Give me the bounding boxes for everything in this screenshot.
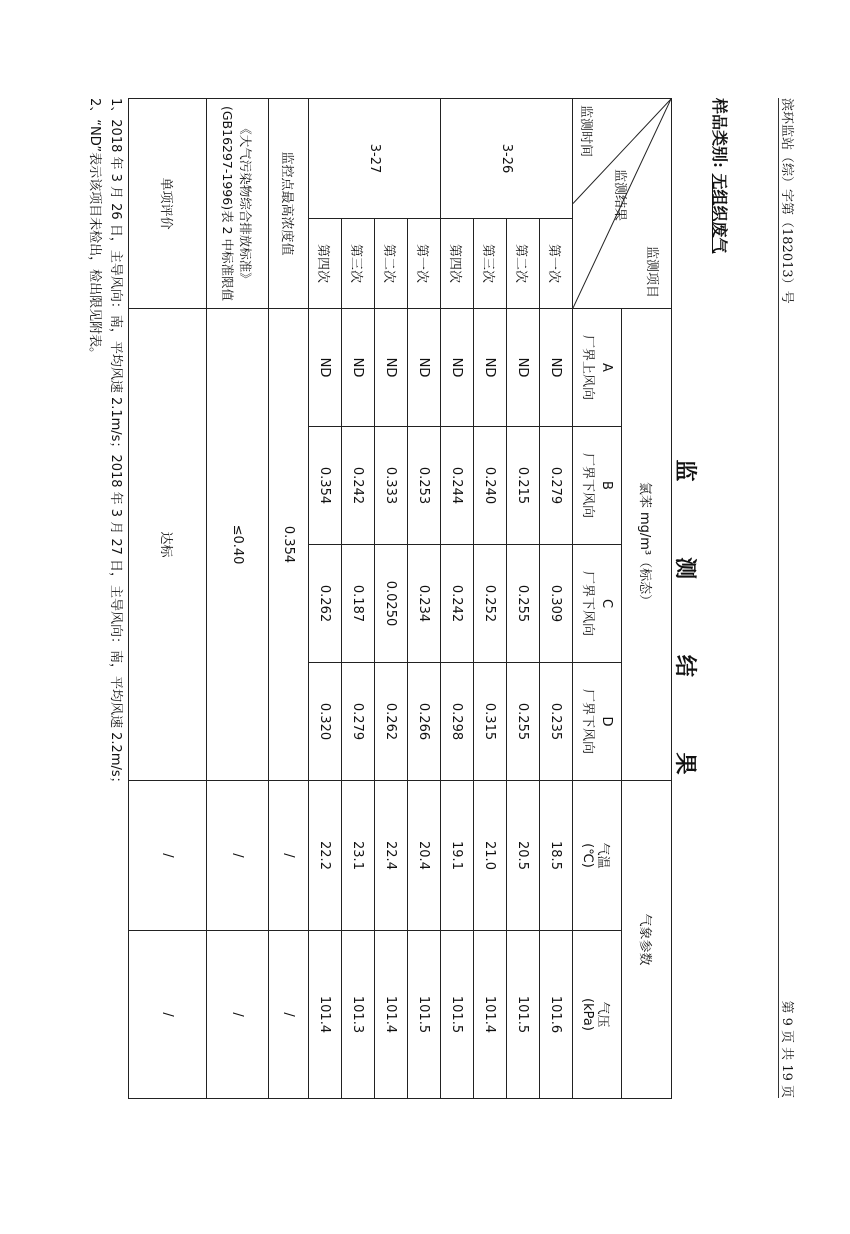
- pressure-value: 101.5: [408, 931, 441, 1099]
- value-a: ND: [309, 309, 342, 427]
- freq-cell: 第四次: [441, 219, 474, 309]
- point-header-d: [573, 663, 623, 781]
- note-2: 2、“ND”表示该项目未检出，检出限见附表。: [87, 98, 102, 361]
- pressure-value: 101.6: [540, 931, 573, 1099]
- standard-row: [207, 99, 269, 1099]
- eval-label: 单项评价: [129, 99, 207, 309]
- max-temp: /: [269, 781, 309, 931]
- point-code-c: C: [599, 598, 615, 609]
- eval-row: [129, 99, 207, 1099]
- table-row: [408, 99, 441, 1099]
- value-d: 0.262: [375, 663, 408, 781]
- weather-header: 气象参数: [622, 781, 672, 1099]
- pressure-value: 101.4: [309, 931, 342, 1099]
- value-d: 0.279: [342, 663, 375, 781]
- date-cell: 3-27: [309, 99, 441, 219]
- freq-cell: 第一次: [540, 219, 573, 309]
- value-a: ND: [342, 309, 375, 427]
- value-c: 0.242: [441, 545, 474, 663]
- temp-value: 19.1: [441, 781, 474, 931]
- value-c: 0.309: [540, 545, 573, 663]
- temp-header-unit: (℃): [580, 843, 596, 868]
- standard-press: /: [207, 931, 269, 1099]
- point-header-b: [573, 427, 623, 545]
- max-label: 监控点最高浓度值: [269, 99, 309, 309]
- temp-value: 23.1: [342, 781, 375, 931]
- value-c: 0.255: [507, 545, 540, 663]
- point-desc-a: 厂界上风向: [580, 334, 596, 400]
- value-a: ND: [540, 309, 573, 427]
- table-row: [507, 99, 540, 1099]
- value-b: 0.240: [474, 427, 507, 545]
- value-b: 0.333: [375, 427, 408, 545]
- pressure-header-name: 气压: [595, 1001, 611, 1028]
- diag-result-label: 监测结果: [612, 169, 627, 222]
- point-header-c: [573, 545, 623, 663]
- value-d: 0.255: [507, 663, 540, 781]
- value-a: ND: [474, 309, 507, 427]
- freq-cell: 第一次: [408, 219, 441, 309]
- standard-label: [207, 99, 269, 309]
- freq-cell: 第四次: [309, 219, 342, 309]
- freq-cell: 第三次: [474, 219, 507, 309]
- date-cell: 3-26: [441, 99, 573, 219]
- value-b: 0.242: [342, 427, 375, 545]
- doc-number: 滨环监站（综）字第（182013）号: [779, 98, 794, 304]
- pressure-value: 101.5: [441, 931, 474, 1099]
- eval-temp: /: [129, 781, 207, 931]
- notes: [84, 98, 126, 790]
- point-code-d: D: [599, 716, 615, 727]
- pollutant-header: 氯苯 mg/m³（标态）: [622, 309, 672, 781]
- temp-header-name: 气温: [595, 842, 611, 869]
- diag-item-label: 监测项目: [644, 245, 659, 298]
- temp-value: 21.0: [474, 781, 507, 931]
- value-d: 0.315: [474, 663, 507, 781]
- value-c: 0.187: [342, 545, 375, 663]
- pressure-value: 101.5: [507, 931, 540, 1099]
- results-table: [128, 98, 672, 1099]
- sample-type-value: 无组织废气: [710, 173, 729, 254]
- value-b: 0.354: [309, 427, 342, 545]
- max-row: [269, 99, 309, 1099]
- diag-time-label: 监测时间: [578, 105, 593, 158]
- pressure-value: 101.3: [342, 931, 375, 1099]
- standard-code: (GB16297-1996)表 2 中标准限值: [220, 105, 236, 301]
- value-a: ND: [408, 309, 441, 427]
- max-value: 0.354: [269, 309, 309, 781]
- value-c: 0.0250: [375, 545, 408, 663]
- value-b: 0.244: [441, 427, 474, 545]
- table-row: [474, 99, 507, 1099]
- value-b: 0.279: [540, 427, 573, 545]
- point-code-a: A: [599, 363, 615, 372]
- eval-value: 达标: [129, 309, 207, 781]
- page-info: 第 9 页 共 19 页: [779, 1000, 794, 1098]
- sample-type: [709, 98, 732, 254]
- point-desc-b: 厂界下风向: [580, 452, 596, 518]
- temp-value: 20.4: [408, 781, 441, 931]
- standard-name: 《大气污染物综合排放标准》: [238, 122, 254, 285]
- note-1: 1、2018 年 3 月 26 日，主导风向：南，平均风速 2.1m/s；2018 年 3 月 27 日，主导风向：南，平均风速 2.2m/s；: [108, 98, 123, 790]
- point-desc-c: 厂界下风向: [580, 570, 596, 636]
- freq-cell: 第二次: [375, 219, 408, 309]
- value-d: 0.298: [441, 663, 474, 781]
- page-title: 监 测 结 果: [672, 459, 698, 809]
- freq-cell: 第三次: [342, 219, 375, 309]
- value-d: 0.266: [408, 663, 441, 781]
- max-press: /: [269, 931, 309, 1099]
- page-header: [778, 98, 798, 1098]
- pressure-header: [573, 931, 623, 1099]
- value-a: ND: [507, 309, 540, 427]
- table-row: [309, 99, 342, 1099]
- sample-type-label: 样品类别:: [710, 98, 729, 168]
- table-row: [540, 99, 573, 1099]
- temp-value: 22.4: [375, 781, 408, 931]
- value-c: 0.262: [309, 545, 342, 663]
- point-code-b: B: [599, 481, 615, 490]
- value-b: 0.215: [507, 427, 540, 545]
- standard-value: ≤0.40: [207, 309, 269, 781]
- point-desc-d: 厂界下风向: [580, 688, 596, 754]
- value-c: 0.234: [408, 545, 441, 663]
- temp-value: 20.5: [507, 781, 540, 931]
- value-c: 0.252: [474, 545, 507, 663]
- eval-press: /: [129, 931, 207, 1099]
- table-row: [375, 99, 408, 1099]
- standard-temp: /: [207, 781, 269, 931]
- pressure-value: 101.4: [375, 931, 408, 1099]
- temp-value: 22.2: [309, 781, 342, 931]
- pressure-value: 101.4: [474, 931, 507, 1099]
- table-row: [441, 99, 474, 1099]
- value-d: 0.235: [540, 663, 573, 781]
- temp-header: [573, 781, 623, 931]
- pressure-header-unit: (kPa): [580, 998, 596, 1031]
- value-d: 0.320: [309, 663, 342, 781]
- value-a: ND: [375, 309, 408, 427]
- value-b: 0.253: [408, 427, 441, 545]
- value-a: ND: [441, 309, 474, 427]
- freq-cell: 第二次: [507, 219, 540, 309]
- point-header-a: [573, 309, 623, 427]
- table-row: [342, 99, 375, 1099]
- temp-value: 18.5: [540, 781, 573, 931]
- diagonal-header-cell: [573, 99, 672, 309]
